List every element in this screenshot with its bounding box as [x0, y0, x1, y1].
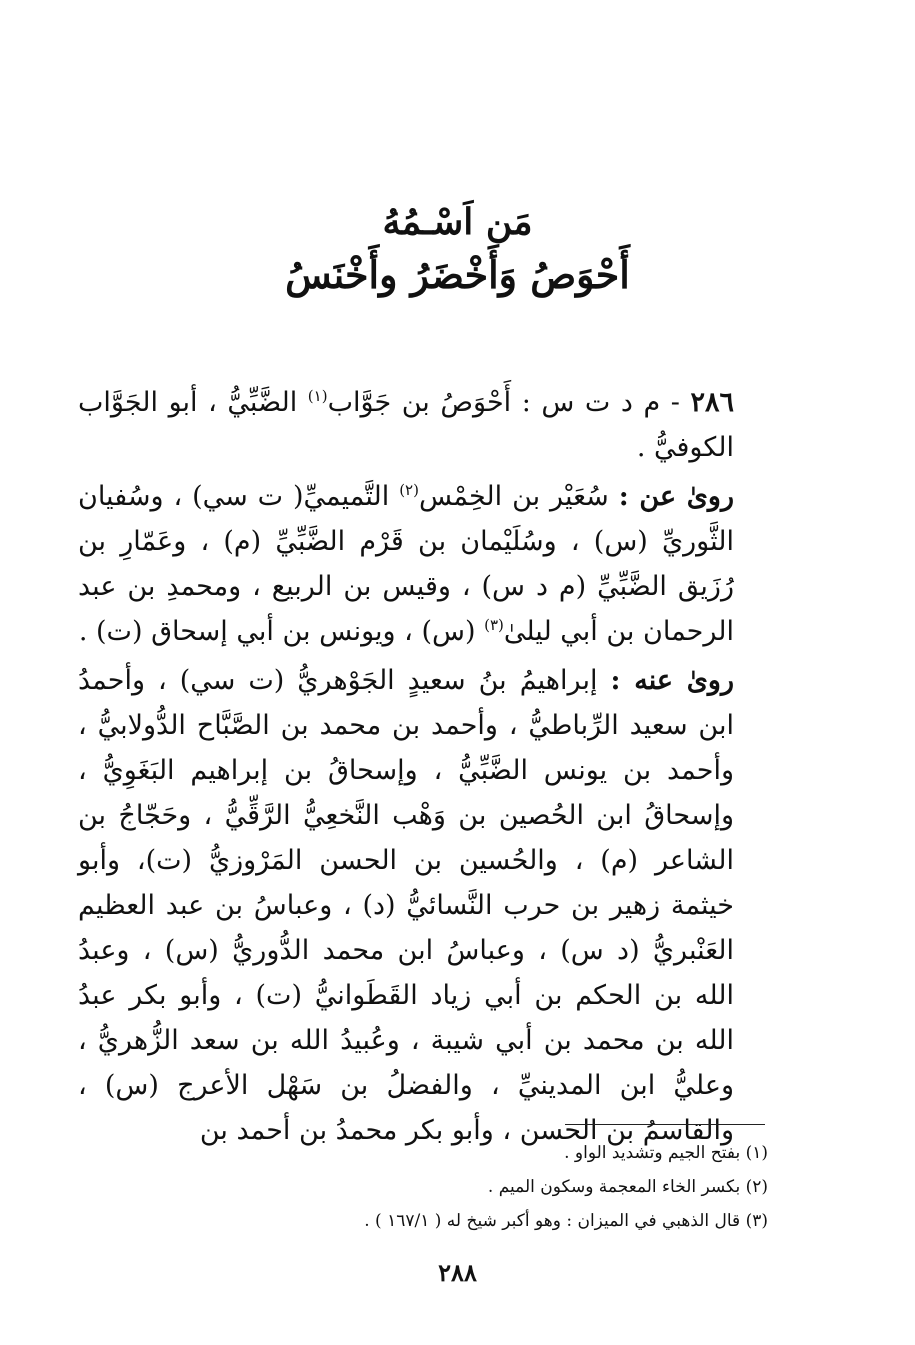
main-text [78, 380, 768, 1157]
section-title [0, 196, 915, 302]
footnote-divider [565, 1124, 765, 1125]
footnotes [78, 1136, 768, 1238]
narrated-from-text-1: سُعَيْر بن الخِمْس [418, 481, 619, 512]
narrated-by-paragraph [78, 658, 768, 1153]
title-line-1: مَن اَسْـمُهُ [382, 201, 533, 243]
footnote-3: (٣) قال الذهبي في الميزان : وهو أكبر شيخ له ( ١٦٧/١ ) . [364, 1211, 768, 1231]
entry-number: ٢٨٦ [690, 387, 734, 418]
entry-header [78, 380, 768, 470]
footnote-ref-3: (٣) [484, 616, 504, 634]
footnote-1: (١) بفتح الجيم وتشديد الواو . [564, 1143, 768, 1163]
page-number: ٢٨٨ [438, 1258, 477, 1287]
narrated-by-text: إبراهيمُ بنُ سعيدٍ الجَوْهريُّ (ت سي) ، وأحمدُ ابن سعيد الرِّباطيُّ ، وأحمد بن محمد بن الصَّبَّاح الدُّولابيُّ ، وأحمد بن يونس الضَّبِّيُّ ، وإسحاقُ بن إبراهيم البَغَوِيُّ ، وإسحاقُ ابن الحُصين بن وَهْب النَّخعِيُّ الرَّقِّيُّ ، وحَجّاجُ بن الشاعر (م) ، والحُسين بن الحسن المَرْوزيُّ (ت)، وأبو خيثمة زهير بن حرب النَّسائيُّ (د) ، وعباسُ بن عبد العظيم العَنْبريُّ (د س) ، وعباسُ ابن محمد الدُّوريُّ (س) ، وعبدُ الله بن الحكم بن أبي زياد القَطَوانيُّ (ت) ، وأبو بكر عبدُ الله بن محمد بن أبي شيبة ، وعُبيدُ الله بن سعد الزُّهريُّ ، وعليُّ ابن المدينيِّ ، والفضلُ بن سَهْل الأعرج (س) ، والقاسمُ بن الحسن ، وأبو بكر محمدُ بن أحمد بن [78, 665, 734, 1146]
footnote-ref-1: (١) [307, 387, 328, 405]
narrated-by-lead: روىٰ عنه : [610, 665, 734, 696]
entry-header-tail: الضَّبِّيُّ ، أبو الجَوَّاب الكوفيُّ . [78, 387, 734, 463]
narrated-from-lead: روىٰ عن : [618, 481, 734, 512]
narrated-from-text-2: التَّميميِّ( ت سي) ، وسُفيان الثَّوريِّ (س) ، وسُلَيْمان بن قَرْم الضَّبِّيِّ (م) ، وعَمّارِ بن رُزَيق الضَّبِّيِّ (م د س) ، وقيس بن الربيع ، ومحمدِ بن عبد الرحمان بن أبي ليلىٰ [78, 481, 734, 647]
footnote-ref-2: (٢) [399, 481, 419, 499]
footnote-2: (٢) بكسر الخاء المعجمة وسكون الميم . [487, 1177, 768, 1197]
entry-header-text: - م د ت س : أَحْوَصُ بن جَوَّاب [327, 387, 691, 418]
narrated-from-text-3: (س) ، ويونس بن أبي إسحاق (ت) . [78, 616, 485, 647]
title-line-2: أَحْوَصُ وَأَخْضَرُ وأَخْنَسُ [285, 252, 630, 297]
narrated-from-paragraph [78, 474, 768, 654]
